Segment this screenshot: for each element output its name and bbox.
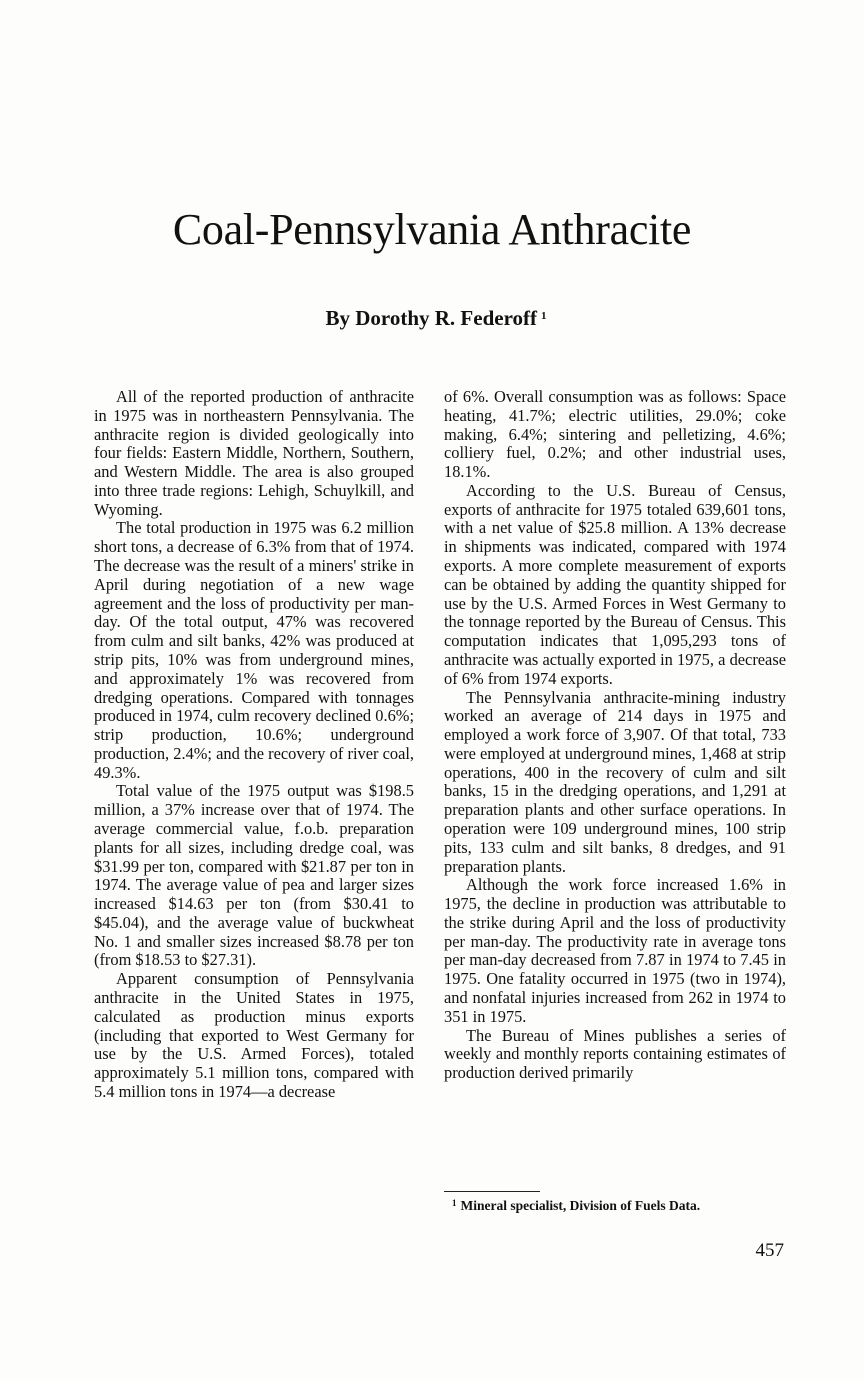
article-title: Coal-Pennsylvania Anthracite — [172, 205, 692, 254]
page-number: 457 — [755, 1240, 784, 1261]
paragraph: According to the U.S. Bureau of Census, exports of anthracite for 1975 totaled 639,601 tons, with a net value of $25.8 million. A 13% decrease in shipments was indicated, compared with 1974 exports. A more complete measurement of exports can be obtained by adding the quantity shipped for use by the U.S. Armed Forces in West Germany to the tonnage reported by the Bureau of Census. This computation indicates that 1,095,293 tons of anthracite was actually exported in 1975, a decrease of 6% from 1974 exports. — [444, 480, 786, 688]
footnote-mark: 1 — [452, 1198, 457, 1208]
author-name: By Dorothy R. Federoff — [325, 306, 538, 330]
paragraph: The Bureau of Mines publishes a series of weekly and monthly reports containing estimates of production derived primarily — [444, 1025, 786, 1083]
paragraph: All of the reported production of anthracite in 1975 was in northeastern Pennsylvania. The anthracite region is divided geologically into four fields: Eastern Middle, Northern, Southern, and Western Middle. The area is also grouped into three trade regions: Lehigh, Schuylkill, and Wyoming. — [94, 387, 414, 519]
paragraph-continuation: of 6%. Overall consumption was as follows: Space heating, 41.7%; electric utilities, 29.0%; coke making, 6.4%; sintering and pelletizing, 4.6%; colliery fuel, 0.2%; and other industrial uses, 18.1%. — [444, 387, 786, 482]
paragraph: Although the work force increased 1.6% in 1975, the decline in production was attributable to the strike during April and the loss of productivity per man-day. The productivity rate in average tons per man-day decreased from 7.87 in 1974 to 7.45 in 1975. One fatality occurred in 1975 (two in 1974), and nonfatal injuries increased from 262 in 1974 to 351 in 1975. — [444, 875, 786, 1026]
paragraph: The total production in 1975 was 6.2 million short tons, a decrease of 6.3% from that of 1974. The decrease was the result of a miners' strike in April during negotiation of a new wage agreement and the loss of productivity per man-day. Of the total output, 47% was recovered from culm and silt banks, 42% was produced at strip pits, 10% was from underground mines, and approximately 1% was recovered from dredging operations. Compared with tonnages produced in 1974, culm recovery declined 0.6%; strip production, 10.6%; underground production, 2.4%; and the recovery of river coal, 49.3%. — [94, 518, 414, 782]
footnote-text: Mineral specialist, Division of Fuels Data. — [460, 1198, 701, 1213]
left-column — [94, 388, 414, 1102]
paragraph: Apparent consumption of Pennsylvania anthracite in the United States in 1975, calculated as production minus exports (including that exported to West Germany for use by the U.S. Armed Forces), totaled approximately 5.1 million tons, compared with 5.4 million tons in 1974—a decrease — [94, 969, 414, 1101]
footnote-reference: 1 — [541, 310, 547, 322]
byline — [0, 306, 864, 331]
paragraph: Total value of the 1975 output was $198.5 million, a 37% increase over that of 1974. The average commercial value, f.o.b. preparation plants for all sizes, including dredge coal, was $31.99 per ton, compared with $21.87 per ton in 1974. The average value of pea and larger sizes increased $14.63 per ton (from $30.41 to $45.04), and the average value of buckwheat No. 1 and smaller sizes increased $8.78 per ton (from $18.53 to $27.31). — [94, 781, 414, 970]
paragraph: The Pennsylvania anthracite-mining industry worked an average of 214 days in 1975 and employed a work force of 3,907. Of that total, 733 were employed at underground mines, 1,468 at strip operations, 400 in the recovery of culm and silt banks, 15 in the dredging operations, and 1,291 at preparation plants and other surface operations. In operation were 109 underground mines, 100 strip pits, 133 culm and silt banks, 8 dredges, and 91 preparation plants. — [444, 687, 786, 876]
footnote — [452, 1198, 792, 1214]
footnote-divider — [444, 1191, 540, 1192]
right-column — [444, 388, 786, 1083]
